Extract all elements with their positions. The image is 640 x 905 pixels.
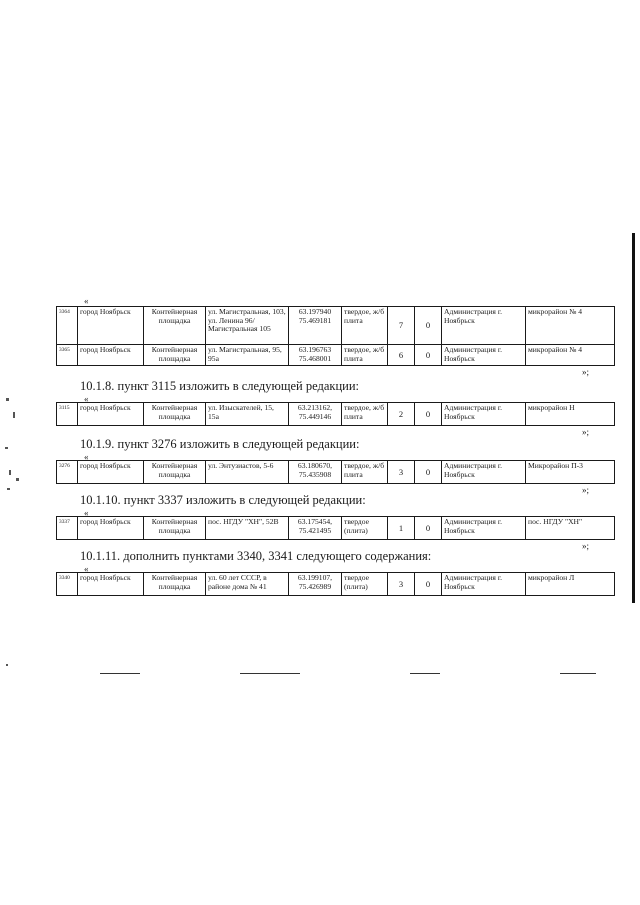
owner-cell: Администрация г. Ноябрьск: [442, 461, 526, 484]
scan-speck: [6, 664, 8, 666]
owner-cell: Администрация г. Ноябрьск: [442, 345, 526, 366]
quantity-cell: 6: [388, 345, 415, 366]
scan-line: [410, 673, 440, 674]
row-number: 3337: [57, 517, 78, 540]
zero-cell: 0: [415, 517, 442, 540]
owner-cell: Администрация г. Ноябрьск: [442, 307, 526, 345]
register-table: [56, 402, 615, 426]
section-heading: 10.1.9. пункт 3276 изложить в следующей редакции:: [80, 437, 360, 451]
register-table: [56, 460, 615, 484]
district-cell: микрорайон Н: [526, 403, 615, 426]
city-cell: город Ноябрьск: [78, 307, 144, 345]
coords-cell: 63.199107, 75.426989: [289, 573, 342, 596]
table-row: [57, 345, 615, 366]
address-cell: ул. Изыскателей, 15, 15а: [206, 403, 289, 426]
zero-cell: 0: [415, 345, 442, 366]
section-heading: 10.1.8. пункт 3115 изложить в следующей редакции:: [80, 379, 359, 393]
coords-cell: 63.196763 75.468001: [289, 345, 342, 366]
scan-speck: [13, 412, 15, 418]
type-cell: Контейнерная площадка: [144, 345, 206, 366]
register-table: [56, 306, 615, 366]
scan-line: [560, 673, 596, 674]
row-number: 3340: [57, 573, 78, 596]
type-cell: Контейнерная площадка: [144, 573, 206, 596]
owner-cell: Администрация г. Ноябрьск: [442, 403, 526, 426]
address-cell: ул. Магистральная, 103, ул. Ленина 96/Магистральная 105: [206, 307, 289, 345]
scan-line: [100, 673, 140, 674]
section-heading: 10.1.11. дополнить пунктами 3340, 3341 следующего содержания:: [80, 549, 432, 563]
scan-speck: [16, 478, 19, 481]
coords-cell: 63.175454, 75.421495: [289, 517, 342, 540]
scan-speck: [6, 398, 9, 401]
row-number: 3365: [57, 345, 78, 366]
quote-close: »;: [582, 427, 590, 437]
quote-close: »;: [582, 541, 590, 551]
type-cell: Контейнерная площадка: [144, 517, 206, 540]
quantity-cell: 3: [388, 461, 415, 484]
row-number: 3276: [57, 461, 78, 484]
district-cell: микрорайон Л: [526, 573, 615, 596]
scan-speck: [7, 488, 10, 490]
table-row: [57, 307, 615, 345]
table-row: [57, 461, 615, 484]
coords-cell: 63.180670, 75.435908: [289, 461, 342, 484]
quote-open: «: [84, 296, 89, 306]
quantity-cell: 3: [388, 573, 415, 596]
coords-cell: 63.197940 75.469181: [289, 307, 342, 345]
quote-open: «: [84, 452, 89, 462]
type-cell: Контейнерная площадка: [144, 461, 206, 484]
zero-cell: 0: [415, 573, 442, 596]
scan-edge-bar: [632, 233, 635, 603]
register-table: [56, 516, 615, 540]
coords-cell: 63.213162, 75.449146: [289, 403, 342, 426]
district-cell: микрорайон № 4: [526, 345, 615, 366]
table-row: [57, 573, 615, 596]
row-number: 3115: [57, 403, 78, 426]
quantity-cell: 2: [388, 403, 415, 426]
city-cell: город Ноябрьск: [78, 517, 144, 540]
scan-line: [240, 673, 300, 674]
register-table: [56, 572, 615, 596]
surface-cell: твердое (плита): [342, 517, 388, 540]
surface-cell: твердое, ж/б плита: [342, 307, 388, 345]
table-row: [57, 403, 615, 426]
surface-cell: твердое, ж/б плита: [342, 461, 388, 484]
zero-cell: 0: [415, 307, 442, 345]
table-row: [57, 517, 615, 540]
scan-speck: [5, 447, 8, 449]
city-cell: город Ноябрьск: [78, 403, 144, 426]
surface-cell: твердое, ж/б плита: [342, 345, 388, 366]
type-cell: Контейнерная площадка: [144, 307, 206, 345]
owner-cell: Администрация г. Ноябрьск: [442, 517, 526, 540]
address-cell: ул. Магистральная, 95, 95а: [206, 345, 289, 366]
city-cell: город Ноябрьск: [78, 461, 144, 484]
quote-close: »;: [582, 485, 590, 495]
surface-cell: твердое (плита): [342, 573, 388, 596]
quantity-cell: 1: [388, 517, 415, 540]
city-cell: город Ноябрьск: [78, 573, 144, 596]
zero-cell: 0: [415, 461, 442, 484]
quantity-cell: 7: [388, 307, 415, 345]
row-number: 3364: [57, 307, 78, 345]
surface-cell: твердое, ж/б плита: [342, 403, 388, 426]
quote-close: »;: [582, 367, 590, 377]
address-cell: ул. Энтузиастов, 5-6: [206, 461, 289, 484]
section-heading: 10.1.10. пункт 3337 изложить в следующей редакции:: [80, 493, 366, 507]
type-cell: Контейнерная площадка: [144, 403, 206, 426]
quote-open: «: [84, 508, 89, 518]
address-cell: пос. НГДУ "ХН", 52В: [206, 517, 289, 540]
zero-cell: 0: [415, 403, 442, 426]
address-cell: ул. 60 лет СССР, в районе дома № 41: [206, 573, 289, 596]
district-cell: микрорайон № 4: [526, 307, 615, 345]
scan-speck: [9, 470, 11, 475]
quote-open: «: [84, 564, 89, 574]
owner-cell: Администрация г. Ноябрьск: [442, 573, 526, 596]
quote-open: «: [84, 394, 89, 404]
district-cell: Микрорайон П-3: [526, 461, 615, 484]
district-cell: пос. НГДУ "ХН": [526, 517, 615, 540]
city-cell: город Ноябрьск: [78, 345, 144, 366]
